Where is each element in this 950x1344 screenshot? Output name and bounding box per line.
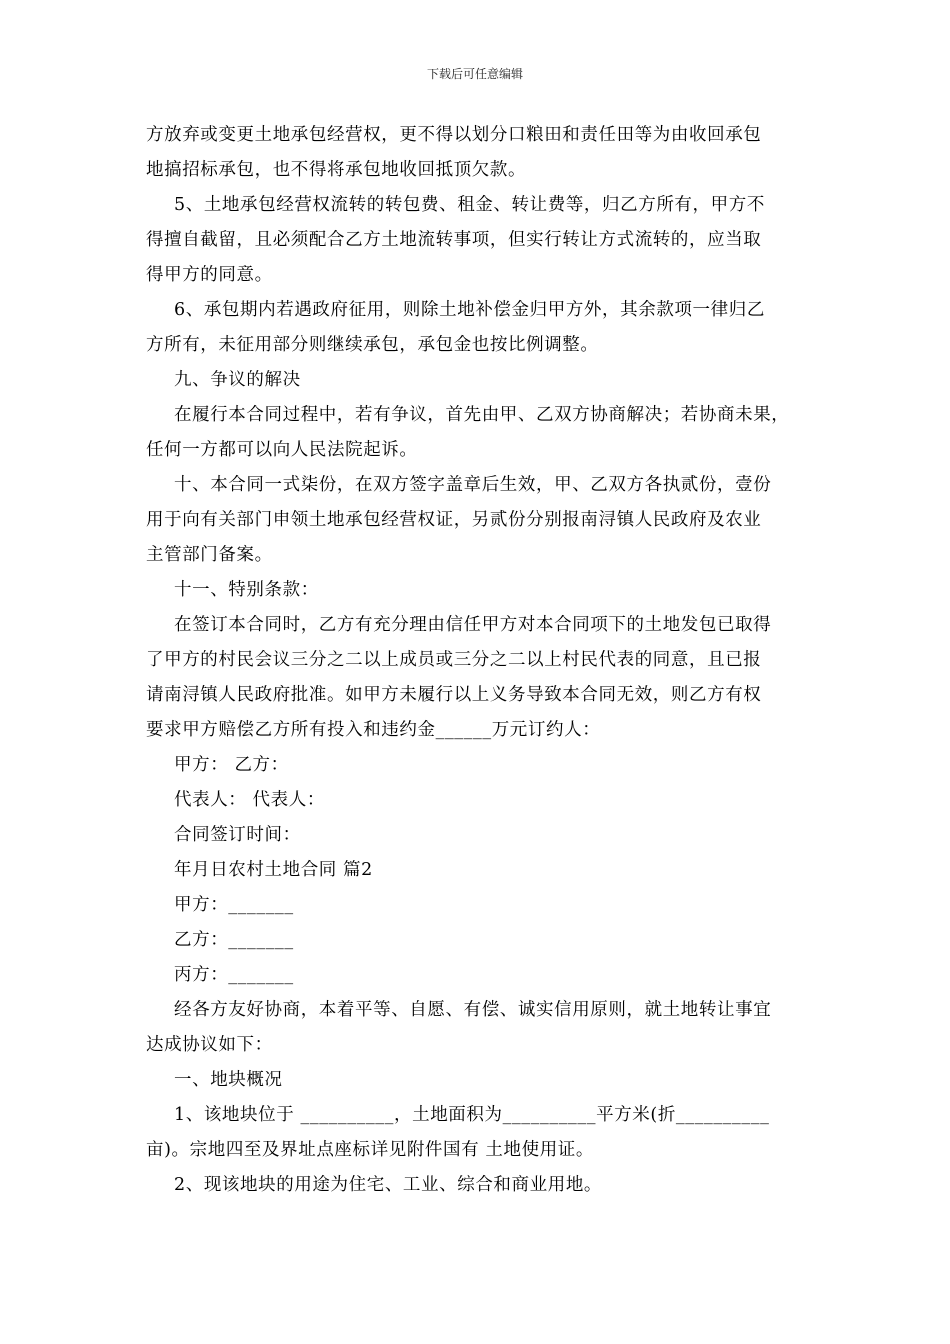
text-line: 地搞招标承包，也不得将承包地收回抵顶欠款。: [146, 160, 527, 180]
text-line: 6、承包期内若遇政府征用，则除土地补偿金归甲方外，其余款项一律归乙: [174, 300, 765, 320]
text-line: 十、本合同一式柒份，在双方签字盖章后生效，甲、乙双方各执贰份，壹份: [174, 475, 772, 495]
text-line: 在履行本合同过程中，若有争议，首先由甲、乙双方协商解决；若协商未果，: [174, 405, 790, 425]
text-line: 亩)。宗地四至及界址点座标详见附件国有 土地使用证。: [146, 1140, 594, 1160]
document-body: [146, 118, 822, 1203]
text-line: 得擅自截留，且必须配合乙方土地流转事项，但实行转让方式流转的，应当取: [146, 230, 762, 250]
text-line: 5、土地承包经营权流转的转包费、租金、转让费等，归乙方所有，甲方不: [174, 195, 765, 215]
text-line: 代表人： 代表人：: [174, 790, 325, 810]
page-header: 下载后可任意编辑: [426, 67, 523, 81]
text-line: 方所有，未征用部分则继续承包，承包金也按比例调整。: [146, 335, 599, 355]
text-line: 甲方：_______: [174, 895, 294, 915]
text-line: 九、争议的解决: [174, 370, 301, 390]
text-line: 达成协议如下：: [146, 1035, 273, 1055]
text-line: 方放弃或变更土地承包经营权，更不得以划分口粮田和责任田等为由收回承包: [146, 125, 762, 145]
text-line: 一、地块概况: [174, 1070, 283, 1090]
text-line: 要求甲方赔偿乙方所有投入和违约金______万元订约人：: [146, 720, 601, 740]
text-line: 得甲方的同意。: [146, 265, 273, 285]
text-line: 1、该地块位于 __________，土地面积为__________平方米(折__________: [174, 1105, 770, 1125]
text-line: 了甲方的村民会议三分之二以上成员或三分之二以上村民代表的同意，且已报: [146, 650, 762, 670]
text-line: 在签订本合同时，乙方有充分理由信任甲方对本合同项下的土地发包已取得: [174, 615, 772, 635]
text-line: 合同签订时间：: [174, 825, 301, 845]
text-line: 乙方：_______: [174, 930, 294, 950]
text-line: 经各方友好协商，本着平等、自愿、有偿、诚实信用原则，就土地转让事宜: [174, 1000, 772, 1020]
text-line: 2、现该地块的用途为住宅、工业、综合和商业用地。: [174, 1175, 603, 1195]
text-line: 主管部门备案。: [146, 545, 273, 565]
text-line: 任何一方都可以向人民法院起诉。: [146, 440, 418, 460]
text-line: 甲方： 乙方：: [174, 755, 289, 775]
text-line: 请南浔镇人民政府批准。如甲方未履行以上义务导致本合同无效，则乙方有权: [146, 685, 762, 705]
text-line: 用于向有关部门申领土地承包经营权证，另贰份分别报南浔镇人民政府及农业: [146, 510, 762, 530]
text-line: 年月日农村土地合同 篇2: [174, 860, 373, 880]
text-line: 丙方：_______: [174, 965, 294, 985]
text-line: 十一、特别条款：: [174, 580, 319, 600]
